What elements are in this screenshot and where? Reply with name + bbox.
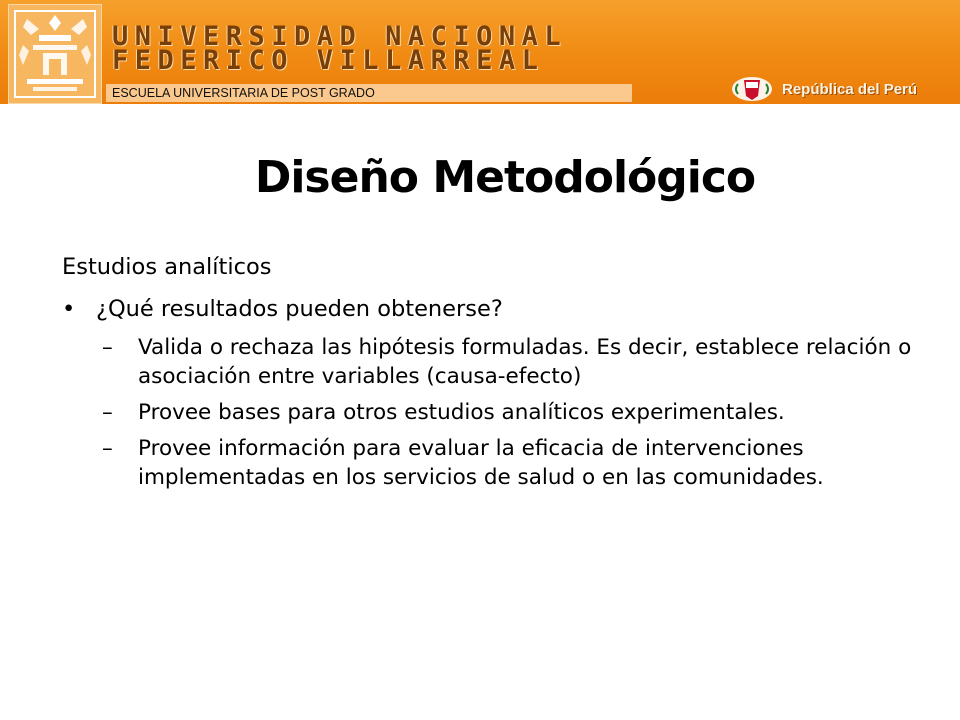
section-heading: Estudios analíticos xyxy=(62,254,272,280)
slide-content xyxy=(62,250,934,492)
slide-title: Diseño Metodológico xyxy=(254,152,756,203)
university-name-line1: UNIVERSIDAD NACIONAL xyxy=(112,21,568,52)
sub-item-text: Provee información para evaluar la eficacia de intervenciones implementadas en los servicios de salud o en las comunidades. xyxy=(138,436,824,490)
sub-item-3 xyxy=(62,434,934,492)
peru-coat-of-arms-icon xyxy=(730,76,774,102)
sub-item-2 xyxy=(62,398,934,427)
sub-item-1 xyxy=(62,333,934,391)
dash-marker: – xyxy=(102,436,113,461)
dash-marker: – xyxy=(102,335,113,360)
bullet-item xyxy=(62,292,934,326)
university-crest xyxy=(8,4,102,104)
sub-item-text: Valida o rechaza las hipótesis formuladas. Es decir, establece relación o asociación entre variables (causa-efecto) xyxy=(138,335,912,389)
bullet-marker: • xyxy=(62,296,76,322)
sub-item-text: Provee bases para otros estudios analíticos experimentales. xyxy=(138,400,785,425)
university-name-line2: FEDERICO VILLARREAL xyxy=(112,45,545,76)
dash-marker: – xyxy=(102,400,113,425)
country-label: República del Perú xyxy=(782,81,918,98)
bullet-text: ¿Qué resultados pueden obtenerse? xyxy=(96,296,503,322)
school-label: ESCUELA UNIVERSITARIA DE POST GRADO xyxy=(112,86,375,100)
university-crest-icon xyxy=(9,5,101,103)
school-bar xyxy=(106,84,632,102)
slide-header xyxy=(0,0,960,104)
